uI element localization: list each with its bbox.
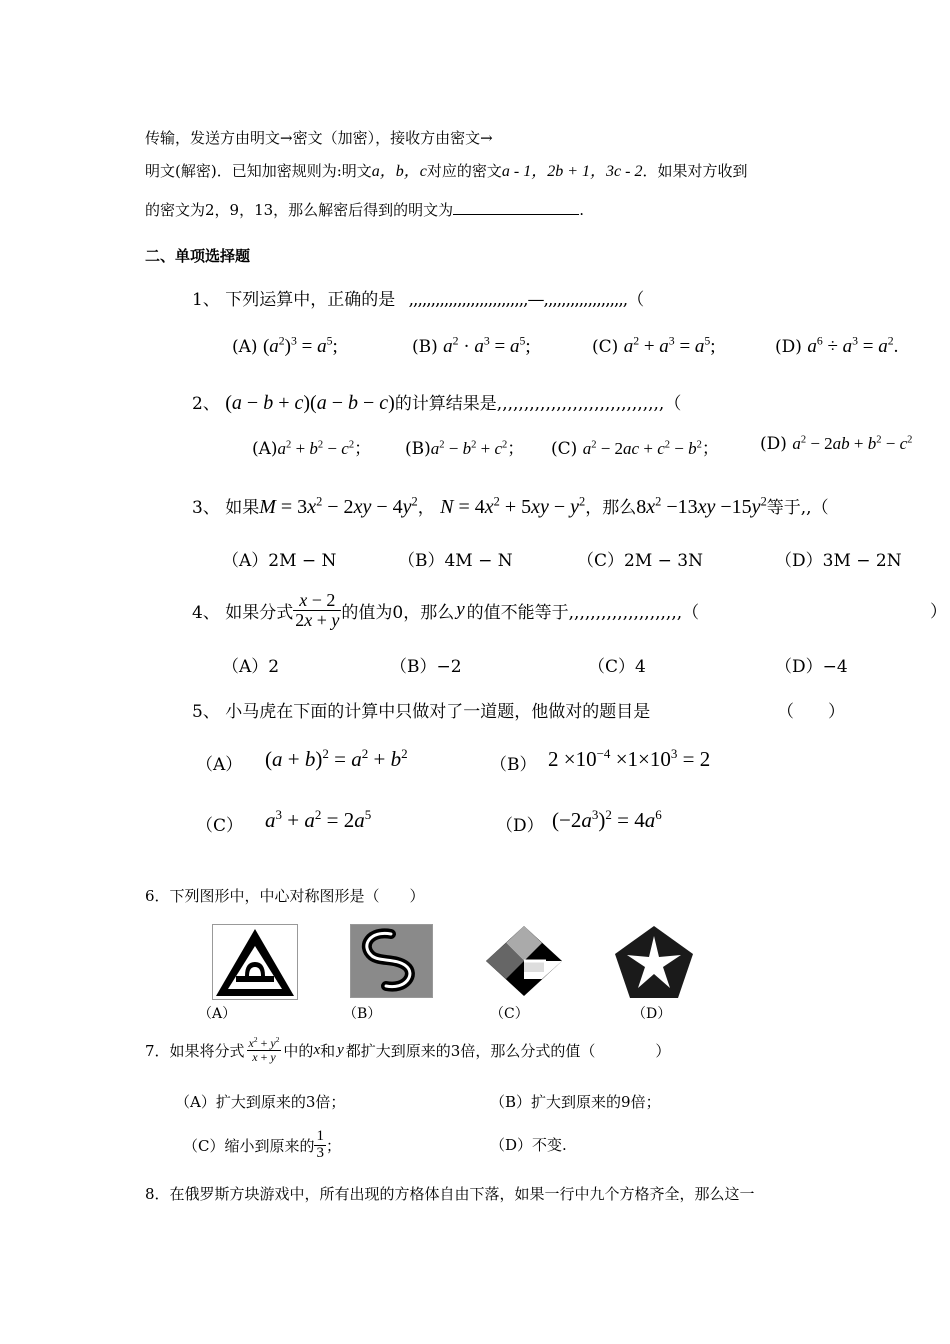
intro-line-1: 传输，发送方由明文→密文（加密），接收方由密文→	[145, 129, 493, 147]
intro-line-2	[145, 158, 747, 181]
q3-stem	[192, 493, 829, 519]
q2-option-d-label: (D)	[760, 434, 787, 454]
q1-option-c-label: (C)	[592, 337, 619, 357]
figure-d-label: （D）	[632, 1006, 672, 1022]
q5-option-c-expr: $a^3 + a^2 = 2a^5$	[265, 807, 372, 832]
q2-option-b-expr: $a^2 - b^2 + c^2$；	[430, 439, 525, 458]
q7-option-c	[183, 1124, 341, 1166]
intro-line-2-a: 明文(解密)．已知加密规则为:明文	[145, 162, 372, 180]
q4-close: ）	[930, 602, 947, 622]
q1-option-c-expr: $a^2 + a^3 = a^5$;	[623, 334, 716, 357]
q4-fraction-num: x − 2	[293, 591, 341, 611]
q3-option-b: （B）4M − N	[398, 551, 513, 571]
q3-option-c: （C）2M − 3N	[577, 551, 703, 571]
q7-stem	[145, 1030, 670, 1070]
q3-target-expr: $8x^2 -13xy -15y^2$	[636, 494, 767, 518]
q5-stem-text: 5、 小马虎在下面的计算中只做对了一道题，他做对的题目是	[192, 702, 651, 722]
q7-tail: 都扩大到原来的3倍，那么分式的值（ ）	[345, 1041, 671, 1060]
q4-stem	[192, 584, 699, 636]
q7-and: 和	[320, 1041, 336, 1060]
answer-blank[interactable]	[453, 200, 579, 215]
q2-option-c-label: (C)	[551, 439, 578, 459]
q5-option-d-label: （D）	[496, 816, 544, 836]
intro-line-3-end: .	[579, 201, 584, 219]
q3-m-expr: $M = 3x^2 - 2xy - 4y^2$	[259, 494, 418, 518]
q2-option-a	[252, 434, 371, 459]
q1-option-b	[412, 336, 531, 358]
q3-lead: 3、 如果	[192, 498, 260, 518]
q2-option-c-expr: $a^2 - 2ac + c^2 - b^2$；	[582, 439, 719, 458]
q4-option-a: （A）2	[222, 657, 280, 677]
q7-y: y	[337, 1041, 344, 1058]
q5-option-b-label: （B）	[490, 755, 537, 775]
q1-option-c	[592, 336, 716, 358]
q7-option-c-den: 3	[316, 1144, 324, 1161]
intro-line-2-c: ．如果对方收到	[642, 162, 748, 180]
q4-var: y	[456, 599, 465, 620]
q4-fraction-den: 2x + y	[295, 609, 340, 630]
figure-a-label: （A）	[198, 1006, 237, 1022]
figure-c-label: （C）	[490, 1006, 529, 1022]
q7-fraction	[247, 1034, 282, 1064]
q7-option-c-end: ；	[325, 1136, 341, 1155]
intro-line-3-text: 的密文为2，9，13，那么解密后得到的明文为	[145, 201, 454, 219]
q2-expr: (a − b + c)(a − b − c)	[225, 392, 395, 414]
q5-option-b-expr: $2 \times 10^{-4} \times 1\times 10^3 = 2$	[548, 746, 711, 771]
figure-b-label: （B）	[343, 1006, 382, 1022]
q4-mid: 的值为0，那么	[341, 602, 455, 623]
q2-option-b	[405, 434, 524, 459]
q7-fraction-den: x + y	[252, 1049, 276, 1064]
figure-a-warning-sign	[212, 924, 298, 1000]
q2-option-a-expr: $a^2 + b^2 - c^2$；	[277, 439, 372, 458]
intro-line-3	[145, 199, 584, 220]
q3-option-a: （A）2M − N	[222, 551, 337, 571]
q3-mid: ，	[417, 498, 435, 518]
q2-option-a-label: (A)	[252, 439, 278, 459]
q3-tail: 等于,,（	[766, 498, 829, 518]
q2-num: 2、	[192, 394, 220, 414]
q7-option-c-text: （C）缩小到原来的	[183, 1136, 315, 1155]
q7-lead: 7．如果将分式	[145, 1041, 245, 1060]
figure-c-diamond	[484, 924, 564, 998]
q7-option-c-num: 1	[316, 1127, 324, 1144]
intro-vars: a，b，c	[371, 163, 427, 180]
q1-option-d-label: (D)	[775, 337, 802, 357]
q2-option-c	[551, 434, 719, 459]
q1-options	[232, 336, 338, 358]
q1-stem-text: 1、 下列运算中，正确的是	[192, 290, 396, 310]
q1-stem	[192, 285, 643, 310]
q4-tail: 的值不能等于,,,,,,,,,,,,,,,,,,,,,（	[466, 602, 700, 623]
q8-stem: 8．在俄罗斯方块游戏中，所有出现的方格体自由下落，如果一行中九个方格齐全，那么这一	[145, 1185, 755, 1203]
q2-option-d	[760, 434, 912, 454]
q1-option-d-expr: $a^6 \div a^3 = a^2$.	[807, 334, 899, 357]
q7-option-b: （B）扩大到原来的9倍；	[490, 1093, 661, 1111]
q5-option-a-label: （A）	[196, 755, 243, 775]
q4-option-d: （D）−4	[775, 657, 848, 677]
q2-option-b-label: (B)	[405, 439, 431, 459]
q6-stem: 6．下列图形中，中心对称图形是（ ）	[145, 887, 425, 905]
q5-stem	[192, 697, 650, 722]
section-title: 二、单项选择题	[145, 247, 251, 265]
q5-option-d-expr: $(-2a^3)^2 = 4a^6$	[552, 807, 662, 832]
q1-option-b-label: (B)	[412, 337, 438, 357]
q5-option-a-expr: $(a + b)^2 = a^2 + b^2$	[265, 746, 408, 771]
q7-fraction-num: $x^2 + y^2$	[248, 1034, 280, 1050]
q5-option-c-label: （C）	[196, 816, 244, 836]
q1-option-a-label: (A)	[232, 337, 258, 357]
q2-stem	[192, 389, 681, 415]
q7-option-a: （A）扩大到原来的3倍；	[175, 1093, 346, 1111]
figure-d-pentagon-star	[612, 924, 696, 1000]
q1-dots: ,,,,,,,,,,,,,,,,,,,,,,,,,,,—,,,,,,,,,,,,,,,,,,,（	[408, 290, 644, 310]
q4-option-b: （B）−2	[390, 657, 462, 677]
figure-b-swirl	[350, 924, 433, 998]
q4-option-c: （C）4	[588, 657, 646, 677]
q7-option-c-fraction	[314, 1129, 326, 1162]
q4-lead: 4、 如果分式	[192, 602, 294, 623]
q7-option-d: （D）不变.	[490, 1136, 567, 1154]
q7-x: x	[313, 1041, 321, 1058]
q3-mid2: ，那么	[585, 498, 637, 518]
intro-line-2-b: 对应的密文	[426, 162, 502, 180]
q1-option-a-expr: $(a^2)^3 = a^5$;	[262, 334, 338, 357]
q1-option-d	[775, 336, 898, 358]
q2-tail: 的计算结果是,,,,,,,,,,,,,,,,,,,,,,,,,,,,,,,（	[394, 394, 682, 414]
q7-mid: 中的	[283, 1041, 314, 1060]
q2-option-d-expr: $a^2 - 2ab + b^2 - c^2$	[792, 434, 913, 453]
q5-paren: （ ）	[777, 702, 845, 722]
q3-n-expr: $N = 4x^2 + 5xy - y^2$	[440, 494, 586, 518]
q1-option-b-expr: $a^2 \cdot a^3 = a^5$;	[443, 334, 531, 357]
intro-cipher: a - 1，2b + 1，3c - 2	[501, 163, 643, 180]
q3-option-d: （D）3M − 2N	[775, 551, 902, 571]
q4-fraction	[293, 591, 341, 630]
